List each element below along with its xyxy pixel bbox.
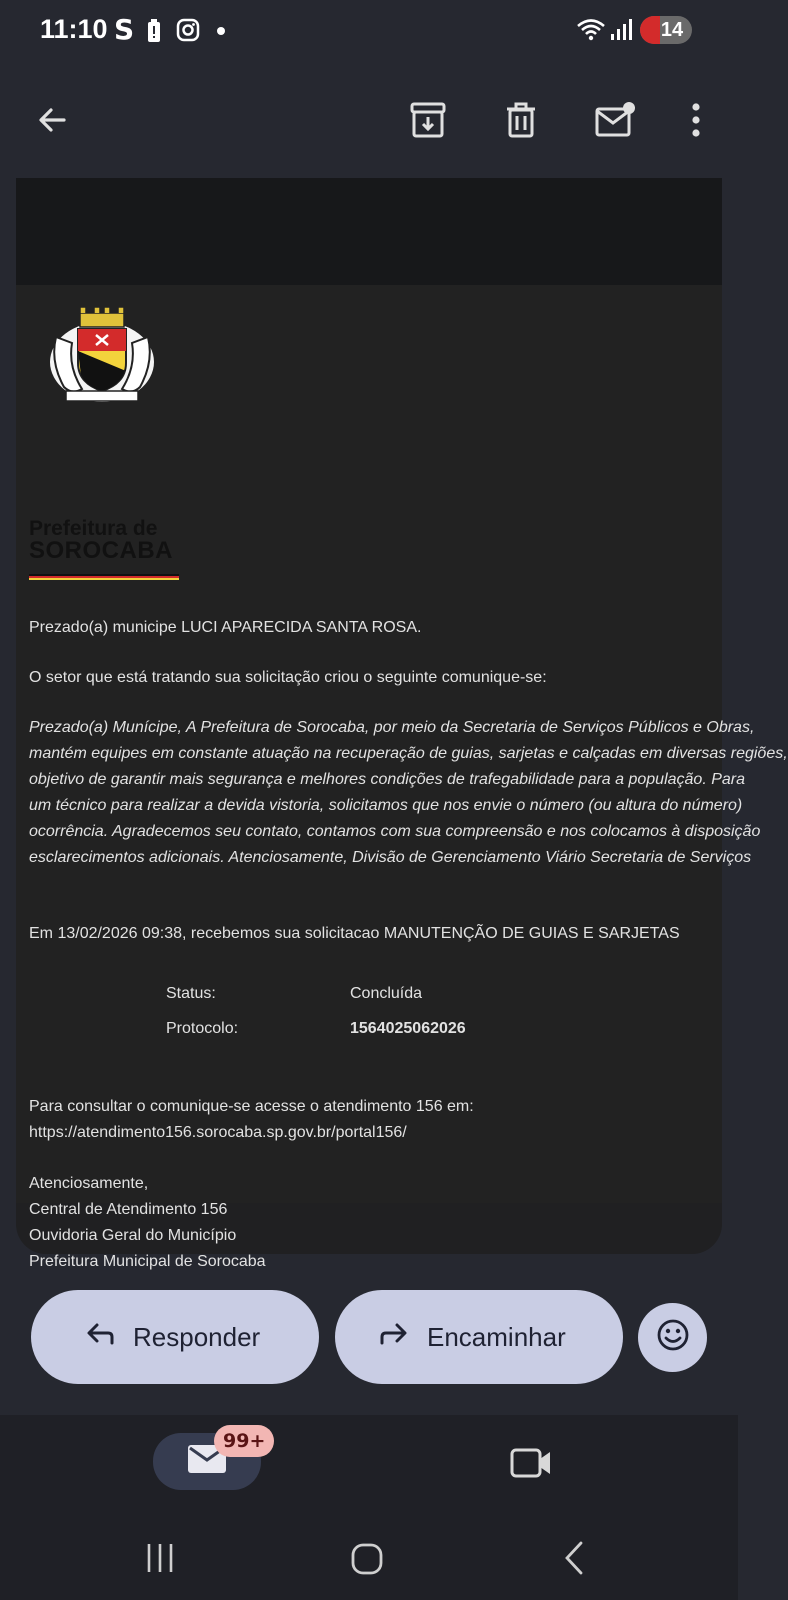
email-card [16, 178, 788, 1270]
protocol-label: Protocolo: [166, 1020, 239, 1037]
portal-link[interactable]: https://atendimento156.sorocaba.sp.gov.br/portal156/ [29, 1124, 407, 1141]
message-line: esclarecimentos adicionais. Atenciosamente, Divisão de Gerenciamento Viário Secretaria de Serviços [29, 849, 752, 866]
signal-icon [610, 18, 632, 47]
meet-video-icon[interactable] [510, 1447, 552, 1484]
wifi-icon [576, 18, 606, 47]
message-line: Prezado(a) Munícipe, A Prefeitura de Sorocaba, por meio da Secretaria de Serviços Públicos e Obras, [29, 719, 755, 736]
consult-text: Para consultar o comunique-se acesse o atendimento 156 em: [29, 1098, 474, 1115]
more-vert-icon[interactable] [668, 92, 724, 148]
status-time: 11:10 [40, 14, 108, 44]
status-bar [0, 0, 738, 62]
back-icon[interactable] [563, 1541, 585, 1580]
archive-icon[interactable] [400, 92, 456, 148]
top-app-bar [0, 62, 738, 177]
message-line: mantém equipes em constante atuação na recuperação de guias, sarjetas e calçadas em diversas regiões, [29, 745, 788, 762]
signature-line: Prefeitura Municipal de Sorocaba [29, 1253, 266, 1270]
emoji-reaction-icon [656, 1318, 690, 1357]
email-banner [16, 178, 722, 285]
battery-saver-indicator [640, 16, 660, 44]
logo-text-line2: SOROCABA [29, 537, 174, 564]
email-body [16, 285, 788, 1270]
battery-alert-icon [146, 19, 162, 48]
message-line: um técnico para realizar a devida vistoria, solicitamos que nos envie o número (ou altura do número) [29, 797, 743, 814]
forward-label: Encaminhar [427, 1321, 566, 1352]
home-icon[interactable] [351, 1543, 383, 1580]
delete-icon[interactable] [493, 92, 549, 148]
signature-line: Ouvidoria Geral do Município [29, 1227, 237, 1244]
greeting-text: Prezado(a) municipe LUCI APARECIDA SANTA ROSA. [29, 619, 422, 636]
mark-unread-icon[interactable] [587, 92, 643, 148]
message-line: objetivo de garantir mais segurança e melhores condições de trafegabilidade para a população. Para [29, 771, 746, 788]
logo-color-stripe [29, 567, 179, 570]
unread-badge: 99+ [214, 1425, 274, 1457]
emoji-reaction-button[interactable] [638, 1303, 707, 1372]
reply-icon [85, 1322, 115, 1353]
s-app-icon: S [114, 13, 135, 46]
battery-indicator [640, 16, 692, 44]
logo-text-line1: Prefeitura de [29, 517, 158, 540]
received-line: Em 13/02/2026 09:38, recebemos sua solicitacao MANUTENÇÃO DE GUIAS E SARJETAS [29, 925, 680, 942]
status-value: Concluída [350, 985, 423, 1002]
back-arrow-icon[interactable] [24, 92, 80, 148]
recent-apps-icon[interactable] [145, 1542, 175, 1579]
reply-label: Responder [133, 1321, 261, 1352]
battery-level: 14 [660, 19, 684, 41]
forward-button[interactable] [335, 1290, 623, 1384]
signature-line: Central de Atendimento 156 [29, 1201, 228, 1218]
intro-text: O setor que está tratando sua solicitação criou o seguinte comunique-se: [29, 669, 547, 686]
protocol-value: 1564025062026 [350, 1020, 466, 1037]
signature-line: Atenciosamente, [29, 1175, 149, 1192]
status-label: Status: [166, 985, 216, 1002]
dot-icon [217, 27, 225, 35]
bottom-navigation [0, 1415, 738, 1515]
reply-button[interactable] [31, 1290, 319, 1384]
message-line: ocorrência. Agradecemos seu contato, contamos com sua compreensão e nos colocamos à disposição [29, 823, 761, 840]
forward-icon [379, 1322, 409, 1353]
instagram-icon [176, 18, 200, 47]
sorocaba-coat-of-arms-logo [46, 307, 158, 410]
